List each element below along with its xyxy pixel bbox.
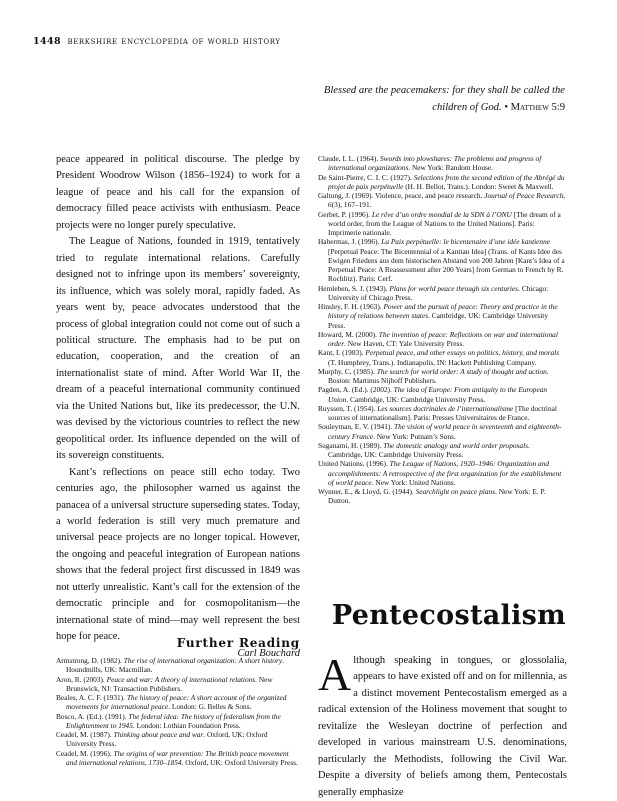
reference-entry	[56, 656, 300, 675]
page-number: 1448	[33, 36, 62, 47]
reference-entry	[318, 441, 566, 460]
reference-title: Le rêve d’un ordre mondial de la SDN à l’ONU	[371, 209, 512, 219]
reference-title: Plans for world peace through six centuries	[389, 283, 519, 293]
reference-pre: Souleyman, E. V. (1941).	[318, 422, 395, 432]
reference-entry	[318, 191, 566, 210]
reference-post: (H. H. Bellot, Trans.). London: Sweet & Maxwell.	[403, 181, 554, 191]
reference-pre: Hemleben, S. J. (1943).	[318, 283, 390, 293]
drop-cap: A	[318, 649, 352, 700]
reference-title: Selections from the second edition of the Abrégé du projet de paix perpétuelle	[328, 172, 565, 191]
reference-title: The origins of war prevention: The British peace movement and international relations, 1730–1854	[66, 748, 289, 767]
reference-entry	[318, 237, 566, 283]
reference-post: . Cambridge, UK: Cambridge University Press.	[328, 311, 549, 330]
reference-pre: Claude, I. L. (1964).	[318, 154, 380, 163]
reference-pre: Bosco, A. (Ed.). (1991).	[56, 711, 129, 721]
reference-title: The history of peace: A short account of the organized movements for international peace	[66, 693, 287, 712]
reference-pre: Murphy, C. (1985).	[318, 366, 377, 376]
reference-pre: Aron, R. (2003).	[56, 674, 107, 684]
reference-pre: Ceadel, M. (1996).	[56, 748, 114, 758]
body-paragraph: The League of Nations, founded in 1919, tentatively tried to regulate international relations. Carefully designed not to infringe upon its members’ sovereignty, its influence, which was solely moral, rapidly faded. As years went by, peace advocates understood that the process of global integration could not come out of such a political structure. The emphasis had to be put on education, cooperation, and the creation of an internationalist state of mind. After World War II, the dream of a peaceful international community continued via the United Nations but, like its predecessor, the U.N. was devised by the victorious countries to reflect the new geopolitical order. Its influence depended on the will of its sovereign constituents.	[56, 236, 300, 462]
reference-title: The federal idea: The history of federalism from the Enlightenment to 1945	[66, 711, 281, 730]
reference-entry	[318, 487, 566, 506]
reference-entry	[318, 348, 566, 367]
reference-pre: De Saint-Pierre, C. I. C. (1927).	[318, 172, 414, 182]
reference-title: Perpetual peace, and other essays on politics, history, and morals	[365, 348, 560, 358]
reference-entry	[318, 459, 566, 487]
reference-pre: Gerbet, P. (1996).	[318, 209, 372, 219]
reference-entry	[318, 284, 566, 303]
reference-title: Peace and war: A theory of international relations	[106, 674, 256, 684]
reference-pre: Suganami, H. (1989).	[318, 440, 384, 450]
epigraph	[315, 82, 565, 116]
reference-post: [Perpetual Peace: The Bicentennial of a Kantian Idea] (Trans. of Kants Idee des Ewigen Friedens aus dem historischen Abstand von 200 Jahren [Kant’s Idea of a Perpetual Peace: A Reassessment after 200 Years] from German to French by R. Rochlitz). Paris: Cerf.	[328, 246, 565, 284]
reference-entry	[56, 675, 300, 694]
reference-title: The League of Nations, 1920–1946: Organization and accomplishments: A retrospective of the first organization for the establishment of world peace	[328, 459, 562, 487]
reference-pre: Beales, A. C. F. (1931).	[56, 693, 127, 702]
reference-pre: Ruyssen, T. (1954).	[318, 403, 378, 413]
reference-entry	[318, 367, 566, 386]
reference-title: Power and the pursuit of peace: Theory and practice in the history of relations between states	[328, 302, 558, 321]
body-paragraph: peace appeared in political discourse. The pledge by President Woodrow Wilson (1856–1924) to work for a league of peace and his call for the expansion of democracy filled peace activists with enthusiasm. Peace projects were no longer purely speculative.	[56, 154, 300, 231]
reference-pre: Kant, I. (1983).	[318, 348, 366, 358]
reference-pre: Wynner, E., & Lloyd, G. (1944).	[318, 487, 416, 496]
reference-entry	[318, 330, 566, 349]
reference-title: Swords into plowshares: The problems and progress of international organizations	[328, 154, 542, 173]
reference-entry	[56, 749, 300, 768]
reference-post: [The doctrinal sources of internationalism]. Paris: Presses Universitaires de France.	[328, 403, 557, 422]
reference-post: . New York: Putnam’s Sons.	[373, 431, 456, 441]
reference-title: The rise of international organization: A short history	[123, 656, 283, 665]
reference-title: Thinking about peace and war	[113, 730, 204, 739]
reference-pre: Galtung, J. (1969). Violence, peace, and peace research.	[318, 191, 485, 200]
references-list	[318, 154, 566, 506]
reference-pre: Habermas, J. (1996).	[318, 237, 382, 247]
running-title: berkshire encyclopedia of world history	[67, 36, 281, 47]
article-body-left-column	[56, 152, 300, 662]
reference-post: . New Brunswick, NJ: Transaction Publishers.	[66, 674, 273, 693]
reference-title: The domestic analogy and world order proposals	[383, 440, 528, 450]
reference-pre: United Nations. (1996).	[318, 459, 390, 469]
author-signature: Carl Bouchard	[237, 647, 300, 659]
reference-title: La Paix perpétuelle: le bicentenaire d’une idée kantienne	[381, 237, 551, 247]
reference-post: (T. Humphrey, Trans.). Indianapolis, IN: Hackett Publishing Company.	[328, 357, 537, 367]
reference-title: The search for world order: A study of thought and action	[376, 366, 547, 376]
reference-entry	[318, 210, 566, 238]
epigraph-quote: Blessed are the peacemakers: for they shall be called the children of God.	[323, 85, 565, 113]
reference-title: Journal of Peace Research, 6	[328, 191, 566, 210]
reference-post: . Oxford, UK: Oxford University Press.	[66, 730, 268, 749]
reference-post: . Chicago: University of Chicago Press.	[328, 283, 549, 302]
further-reading-list	[56, 656, 300, 767]
reference-title: The idea of Europe: From antiquity to the European Union	[328, 385, 548, 404]
reference-post: . New York: E. P. Dutton.	[328, 487, 546, 506]
reference-title: The vision of world peace in seventeenth and eighteenth-century France	[328, 422, 562, 441]
reference-pre: Armstrong, D. (1982).	[56, 656, 124, 665]
reference-pre: Pagden, A. (Ed.). (2002).	[318, 385, 394, 395]
reference-post: . London: G. Belles & Sons.	[168, 702, 252, 712]
reference-post: . Houndmills, UK: Macmillan.	[66, 656, 284, 675]
reference-entry	[318, 154, 566, 173]
reference-pre: Hinsley, F. H. (1963).	[318, 302, 384, 311]
reference-post: . New Haven, CT: Yale University Press.	[344, 339, 465, 348]
reference-post: . Cambridge, UK: Cambridge University Press.	[328, 440, 530, 459]
reference-entry	[318, 302, 566, 330]
reference-title: Searchlight on peace plans	[415, 487, 496, 496]
running-head	[33, 36, 281, 47]
article-body	[318, 649, 567, 801]
reference-entry	[56, 693, 300, 712]
further-reading-heading: Further Reading	[176, 636, 300, 650]
reference-post: [The dream of a world order, from the League of Nations to the United Nations]. Paris: Imprimerie nationale.	[328, 209, 561, 237]
reference-post: . Boston: Martinus Nijhoff Publishers.	[328, 366, 549, 385]
reference-post: (3), 167–191.	[331, 200, 372, 210]
reference-title: The invention of peace: Reflections on war and international order	[328, 329, 558, 348]
reference-entry	[318, 173, 566, 192]
reference-post: . New York: Random House.	[408, 163, 493, 173]
epigraph-attribution: Matthew 5:9	[510, 102, 565, 113]
reference-post: . Oxford, UK: Oxford University Press.	[181, 757, 298, 767]
reference-pre: Ceadel, M. (1987).	[56, 730, 114, 739]
reference-entry	[56, 712, 300, 731]
reference-post: . Cambridge, UK: Cambridge University Press.	[346, 394, 486, 404]
reference-title: Les sources doctrinales de l’internationalisme	[377, 403, 514, 413]
reference-entry	[318, 385, 566, 404]
reference-post: . London: Lothian Foundation Press.	[132, 720, 241, 730]
reference-entry	[318, 422, 566, 441]
epigraph-bullet: •	[504, 102, 508, 113]
reference-pre: Howard, M. (2000).	[318, 329, 379, 339]
reference-post: . New York: United Nations.	[371, 477, 456, 487]
reference-entry	[56, 730, 300, 749]
article-text: lthough speaking in tongues, or glossolalia, appears to have existed off and on for millennia, as a distinct movement Pentecostalism emerged as a radical extension of the Holiness movement that sought to revitalize the Wesleyan doctrine of perfection and developed in various mainstream U.S. denominations, particularly the Methodists, following the Civil War. Despite a diversity of beliefs among them, Pentecostals generally emphasize	[318, 655, 567, 798]
body-paragraph: Kant’s reflections on peace still echo today. Two centuries ago, the philosopher warned us against the panacea of a universal structure superseding states. Today, a world federation is still very much premature and universal peace projects are no longer topical. However, the ongoing and peaceful integration of European nations shows that the federal project first discussed in 1849 was not utterly unrealistic. Kant’s call for the extension of the democratic principle and for cosmopolitanism—the international state of mind—may well represent the best hope for peace.	[56, 466, 300, 643]
article-title: Pentecostalism	[331, 600, 566, 631]
reference-entry	[318, 404, 566, 423]
